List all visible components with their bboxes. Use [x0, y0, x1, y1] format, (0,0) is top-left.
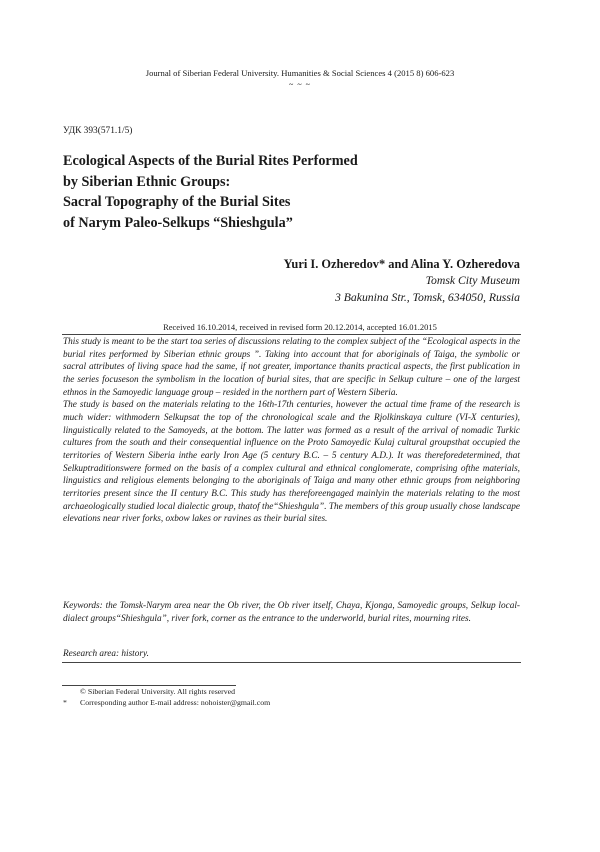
abstract-paragraph: The study is based on the materials relating to the 16th-17th centuries, however the actual time frame of the research is much wider: withmodern Selkupsat the top of the chronological scale and the Rjolkinskaya culture (VI-X centuries), linguistically related to the Samoyeds, at the bottom. The latter was formed as a result of the arrival of nomadic Turkic cultures from the south and their consequential influence on the Proto Samoyedic Kulaj cultural groupsthat occupied the territories of Western Siberia inthe early Iron Age (5 century B.C. – 5 century A.D.). It was thereforedetermined, that Selkuptraditionswere formed on the basis of a complex cultural and ethnical conglomerate, comprising ofthe materials, linguistics and religious elements belonging to the aboriginals of Taiga and many other ethnic groups from neighboring territories present since the II century B.C. This study has thereforeengaged mainlyin the materials relating to the most archaeologically studied local dialectic group, thatof the“Shieshgula”. The members of this group usually chose landscape elevations near river forks, oxbow lakes or ravines as their burial sites. — [63, 400, 520, 525]
abstract-bottom-rule — [62, 662, 521, 663]
abstract-paragraph: This study is meant to be the start toa series of discussions relating to the complex subject of the “Ecological aspects in the burial rites performed by Siberian ethnic groups ”. Taking into account that for aboriginals of Taiga, the symbolic or sacral attributes of living space had the same, if not greater, importance thanits practical aspects, the first publication in the series focuseson the symbolism in the location of burial sites, that are specific in Selkup culture – one of the largest ethnos in the Samoyedic language group – resided in the northern part of Western Siberia. — [63, 337, 520, 398]
title-line: Ecological Aspects of the Burial Rites Performed — [63, 153, 358, 169]
udc-code: УДК 393(571.1/5) — [63, 126, 133, 136]
footnote-copyright — [63, 687, 235, 697]
keywords: Keywords: the Tomsk-Narym area near the Ob river, the Ob river itself, Chaya, Kjonga, Samoyedic groups, Selkup local-dialect groups“Shieshgula”, river fork, corner as the entrance to the underworld, burial rites, mourning rites. — [63, 601, 520, 624]
abstract-top-rule — [62, 334, 521, 335]
title-line: by Siberian Ethnic Groups: — [63, 173, 231, 190]
affiliation-org: Tomsk City Museum — [425, 274, 520, 287]
title-line: Sacral Topography of the Burial Sites — [63, 194, 291, 210]
affiliation-address: 3 Bakunina Str., Tomsk, 634050, Russia — [335, 291, 520, 304]
footnote-rule — [62, 685, 236, 686]
footnote-text: Corresponding author E-mail address: nohoister@gmail.com — [80, 698, 271, 707]
author-names: Yuri I. Ozheredov* and Alina Y. Ozheredova — [283, 257, 520, 271]
research-area: Research area: history. — [63, 649, 149, 659]
received-dates: Received 16.10.2014, received in revised form 20.12.2014, accepted 16.01.2015 — [163, 322, 437, 332]
footnote-corresponding-author — [63, 698, 270, 708]
footnote-text: © Siberian Federal University. All rights reserved — [80, 687, 236, 696]
header-ornament: ~ ~ ~ — [289, 80, 311, 89]
journal-header: Journal of Siberian Federal University. Humanities & Social Sciences 4 (2015 8) 606-623 — [145, 68, 455, 78]
title-line: of Narym Paleo-Selkups “Shieshgula” — [63, 214, 293, 231]
footnote-mark: * — [63, 698, 67, 707]
abstract — [63, 336, 520, 526]
article-title — [63, 151, 533, 233]
